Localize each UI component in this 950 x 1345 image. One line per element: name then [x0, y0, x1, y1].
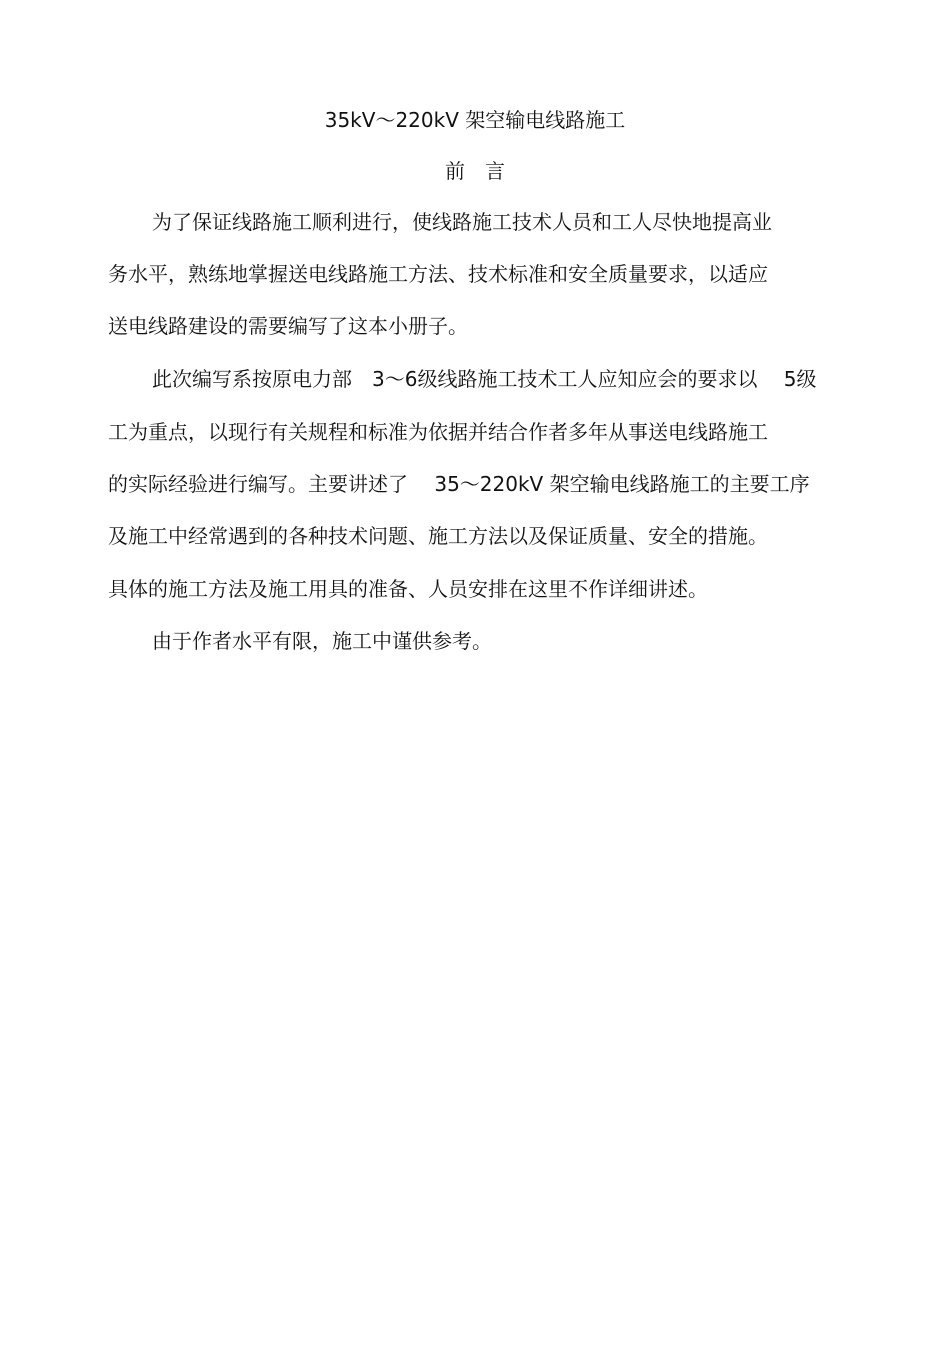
paragraph-line: 工为重点，以现行有关规程和标准为依据并结合作者多年从事送电线路施工 — [108, 420, 768, 444]
paragraph-line: 具体的施工方法及施工用具的准备、人员安排在这里不作详细讲述。 — [108, 577, 708, 601]
paragraph-line: 由于作者水平有限，施工中谨供参考。 — [152, 629, 492, 653]
paragraph-line: 务水平，熟练地掌握送电线路施工方法、技术标准和安全质量要求，以适应 — [108, 262, 768, 286]
paragraph-line: 的实际经验进行编写。主要讲述了 35～220kV 架空输电线路施工的主要工序 — [108, 472, 810, 496]
paragraph-line: 送电线路建设的需要编写了这本小册子。 — [108, 314, 468, 338]
document-title: 35kV～220kV 架空输电线路施工 — [324, 108, 626, 132]
paragraph-line: 为了保证线路施工顺利进行，使线路施工技术人员和工人尽快地提高业 — [152, 210, 772, 234]
paragraph-line: 此次编写系按原电力部 3～6级线路施工技术工人应知应会的要求以 5级 — [152, 367, 817, 391]
preface-heading: 前 言 — [445, 159, 505, 183]
paragraph-line: 及施工中经常遇到的各种技术问题、施工方法以及保证质量、安全的措施。 — [108, 524, 768, 548]
